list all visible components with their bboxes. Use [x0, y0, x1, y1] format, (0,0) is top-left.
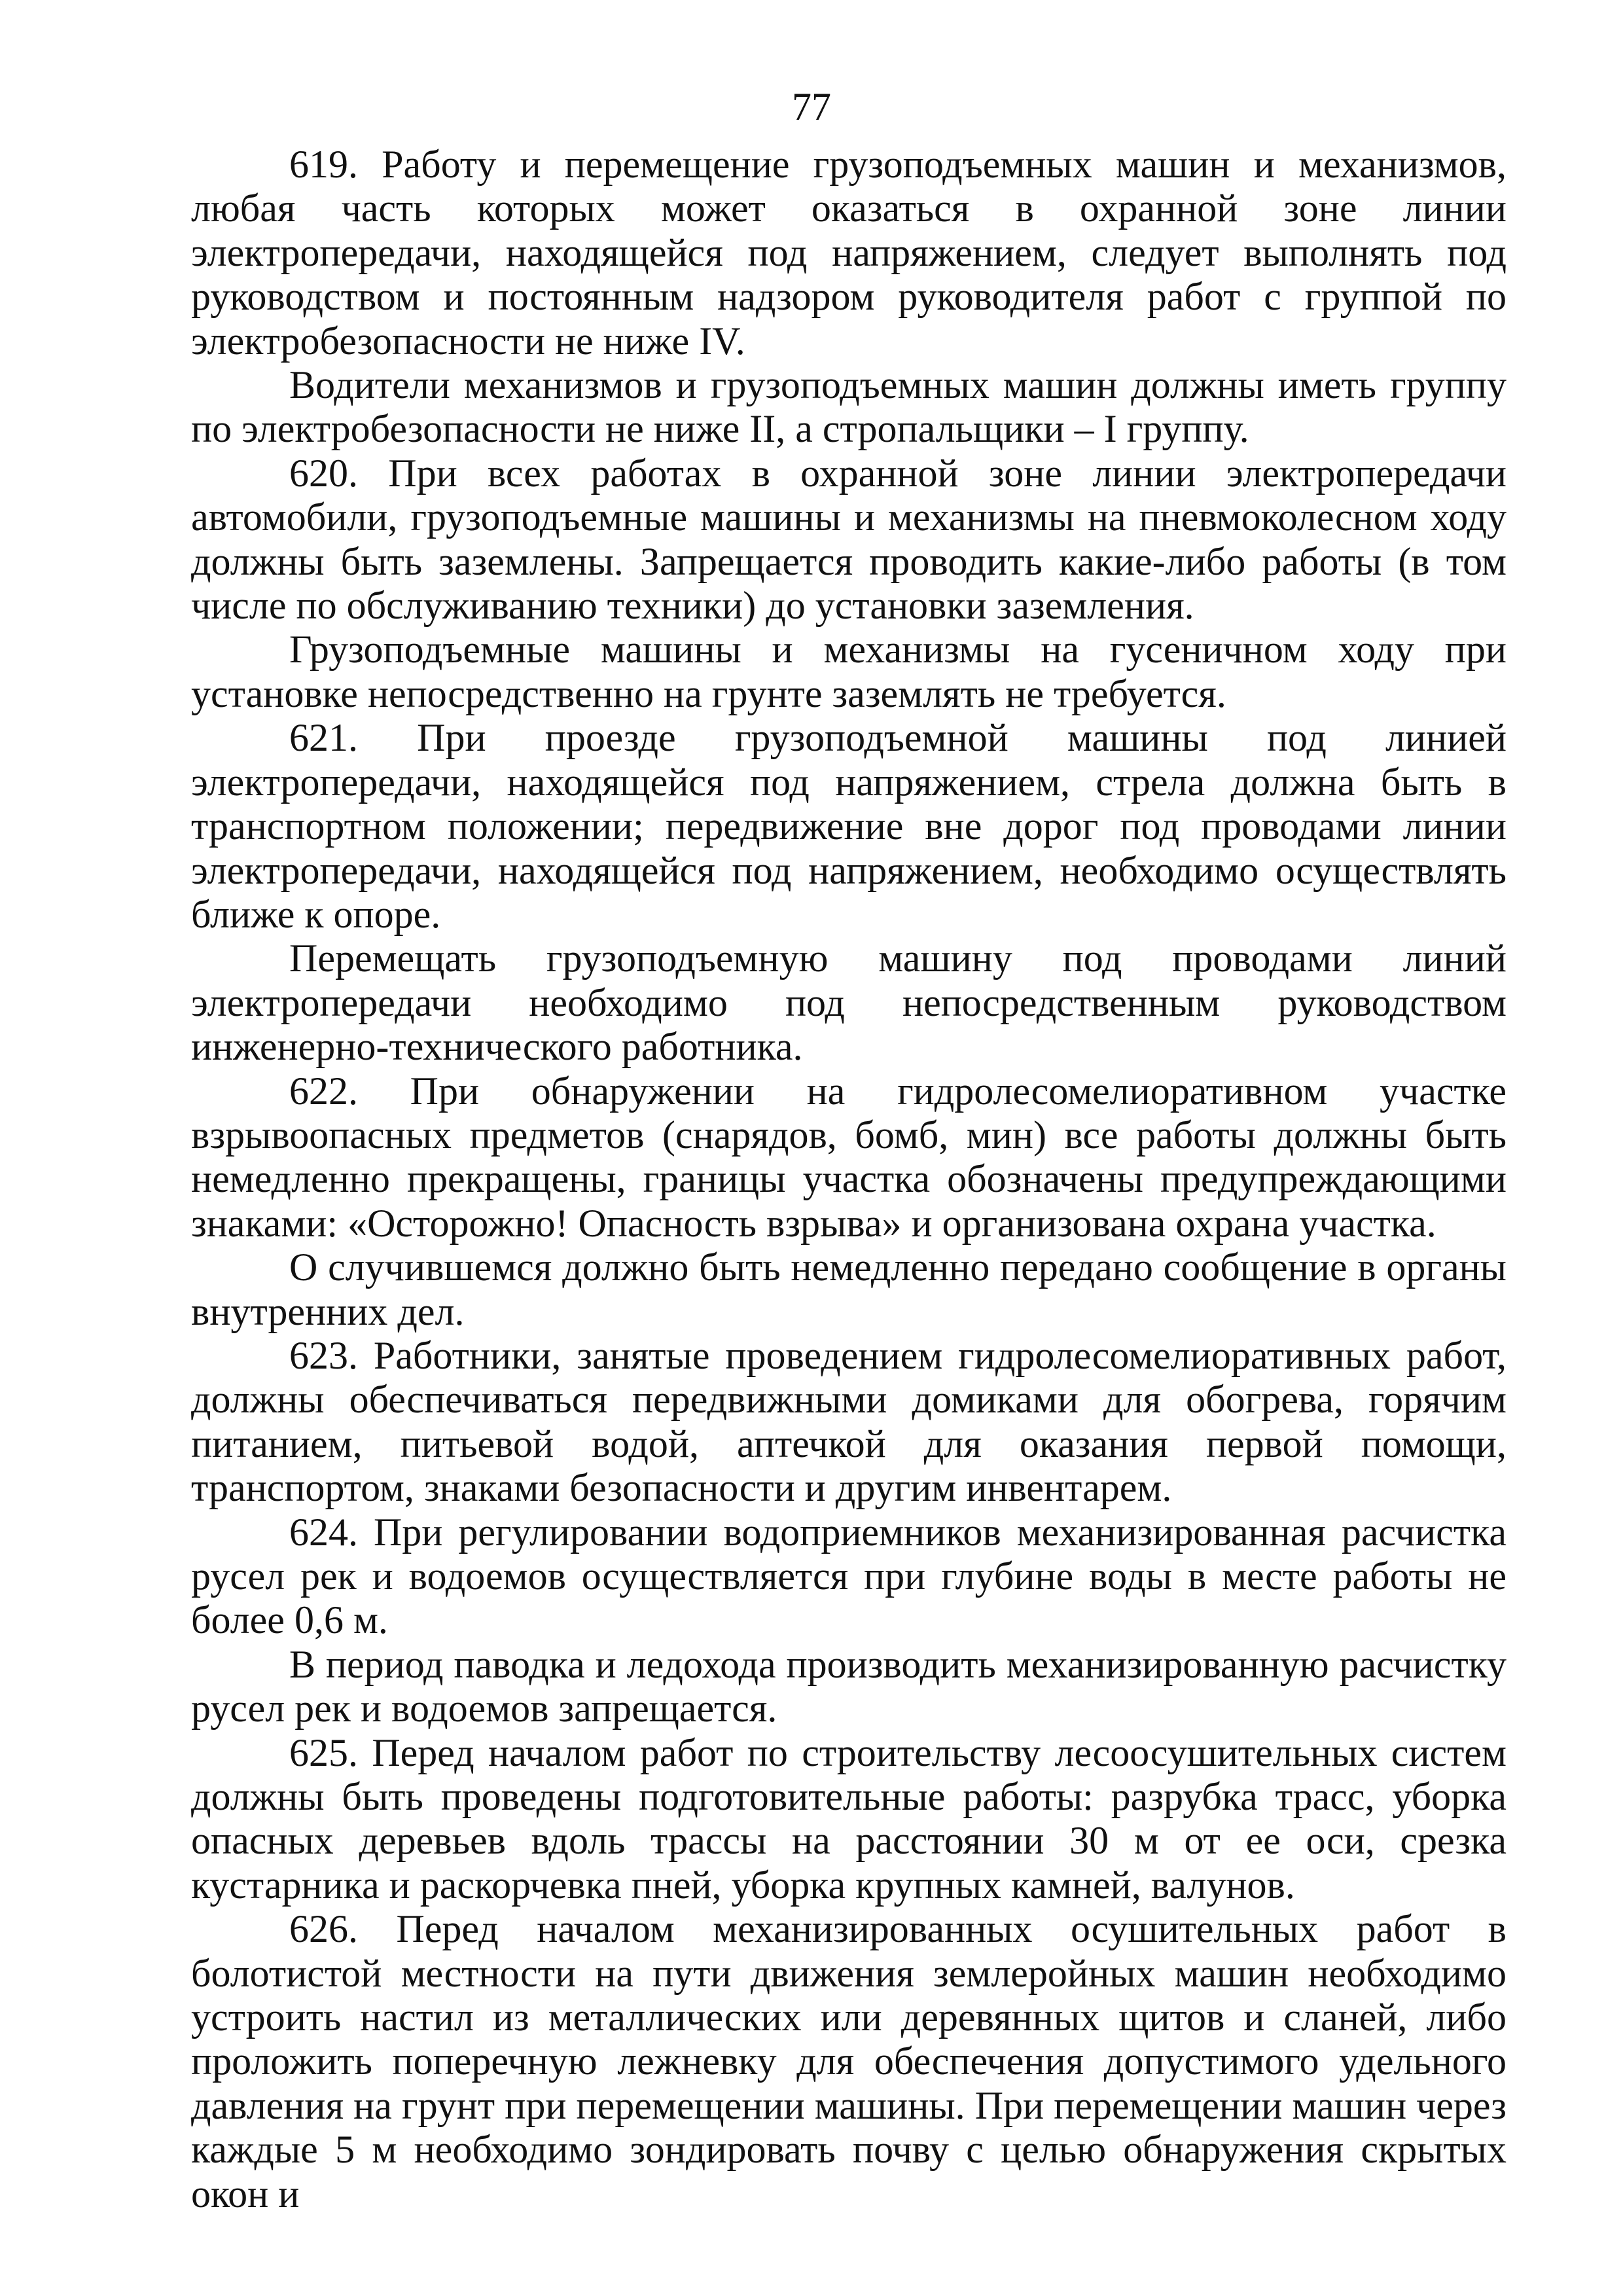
paragraph-625: 625. Перед началом работ по строительству лесоосушительных систем должны быть проведены подготовительные работы: разрубка трасс, уборка опасных деревьев вдоль трассы на расстоянии 30 м от ее оси, срезка кустарника и раскорчевка пней, уборка крупных камней, валунов.	[191, 1731, 1507, 1907]
paragraph-624: 624. При регулировании водоприемников механизированная расчистка русел рек и водоемов осуществляется при глубине воды в месте работы не более 0,6 м.	[191, 1510, 1507, 1642]
paragraph-626: 626. Перед началом механизированных осушительных работ в болотистой местности на пути движения землеройных машин необходимо устроить настил из металлических или деревянных щитов и сланей, либо проложить поперечную лежневку для обеспечения допустимого удельного давления на грунт при перемещении машины. При перемещении машин через каждые 5 м необходимо зондировать почву с целью обнаружения скрытых окон и	[191, 1907, 1507, 2215]
paragraph-622-report: О случившемся должно быть немедленно передано сообщение в органы внутренних дел.	[191, 1246, 1507, 1333]
paragraph-624-flood: В период паводка и ледохода производить механизированную расчистку русел рек и водоемов запрещается.	[191, 1642, 1507, 1731]
paragraph-619: 619. Работу и перемещение грузоподъемных машин и механизмов, любая часть которых может оказаться в охранной зоне линии электропередачи, находящейся под напряжением, следует выполнять под руководством и постоянным надзором руководителя работ с группой по электробезопасности не ниже IV.	[191, 143, 1507, 363]
paragraph-621-supervision: Перемещать грузоподъемную машину под проводами линий электропередачи необходимо под непосредственным руководством инженерно-технического работника.	[191, 937, 1507, 1069]
paragraph-622: 622. При обнаружении на гидролесомелиоративном участке взрывоопасных предметов (снарядов, бомб, мин) все работы должны быть немедленно прекращены, границы участка обозначены предупреждающими знаками: «Осторожно! Опасность взрыва» и организована охрана участка.	[191, 1069, 1507, 1245]
paragraph-623: 623. Работники, занятые проведением гидролесомелиоративных работ, должны обеспечиваться передвижными домиками для обогрева, горячим питанием, питьевой водой, аптечкой для оказания первой помощи, транспортом, знаками безопасности и другим инвентарем.	[191, 1333, 1507, 1510]
paragraph-620-tracked: Грузоподъемные машины и механизмы на гусеничном ходу при установке непосредственно на грунте заземлять не требуется.	[191, 628, 1507, 715]
paragraph-620: 620. При всех работах в охранной зоне линии электропередачи автомобили, грузоподъемные машины и механизмы на пневмоколесном ходу должны быть заземлены. Запрещается проводить какие-либо работы (в том числе по обслуживанию техники) до установки заземления.	[191, 451, 1507, 628]
paragraph-619-drivers: Водители механизмов и грузоподъемных машин должны иметь группу по электробезопасности не ниже II, а стропальщики – I группу.	[191, 363, 1507, 451]
page-number: 77	[792, 85, 831, 128]
document-body	[191, 143, 1507, 2216]
paragraph-621: 621. При проезде грузоподъемной машины под линией электропередачи, находящейся под напряжением, стрела должна быть в транспортном положении; передвижение вне дорог под проводами линии электропередачи, находящейся под напряжением, необходимо осуществлять ближе к опоре.	[191, 716, 1507, 936]
